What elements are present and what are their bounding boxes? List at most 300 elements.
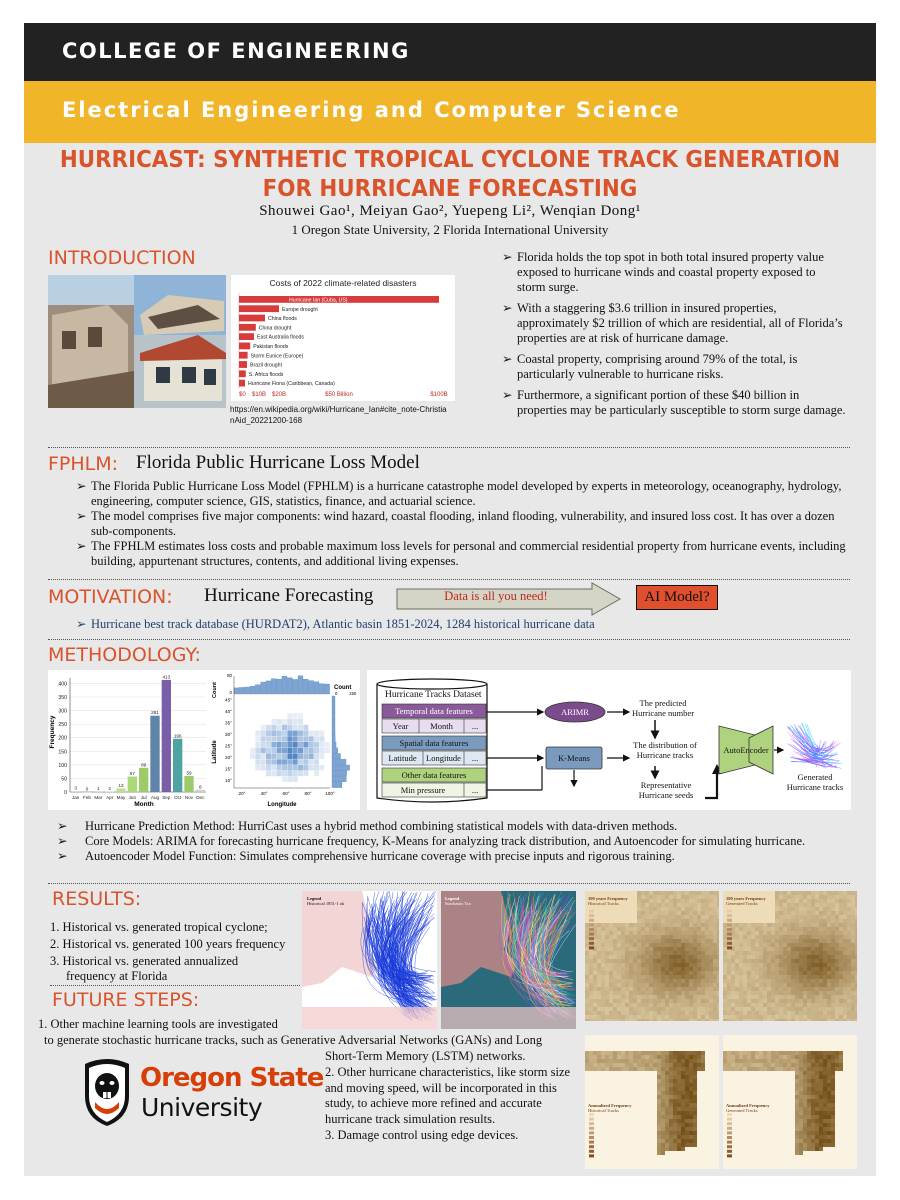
frequency-cell <box>681 1087 685 1091</box>
month-bar <box>128 777 137 792</box>
frequency-cell <box>835 915 839 919</box>
frequency-cell <box>705 895 709 899</box>
frequency-cell <box>645 951 649 955</box>
frequency-cell <box>811 1087 815 1091</box>
frequency-cell <box>617 1011 621 1015</box>
frequency-cell <box>751 955 755 959</box>
frequency-cell <box>609 955 613 959</box>
frequency-cell <box>617 919 621 923</box>
density-cell <box>298 731 303 736</box>
cost-bar-label: Europe drought <box>282 306 318 313</box>
frequency-cell <box>847 899 851 903</box>
frequency-cell <box>673 1119 677 1123</box>
frequency-cell <box>759 939 763 943</box>
frequency-cell <box>621 911 625 915</box>
density-cell <box>287 713 292 718</box>
frequency-cell <box>775 935 779 939</box>
marginal-x-bar <box>309 681 314 694</box>
frequency-cell <box>799 1019 803 1021</box>
frequency-cell <box>795 999 799 1003</box>
frequency-cell <box>673 1127 677 1131</box>
frequency-cell <box>661 1143 665 1147</box>
frequency-cell <box>819 935 823 939</box>
frequency-cell <box>629 1055 633 1059</box>
frequency-cell <box>739 931 743 935</box>
latlon-top-count-label: Count <box>212 682 218 698</box>
frequency-cell <box>823 1003 827 1007</box>
frequency-cell <box>767 955 771 959</box>
density-cell <box>293 771 298 776</box>
frequency-cell <box>717 947 719 951</box>
frequency-cell <box>625 1019 629 1021</box>
frequency-cell <box>835 1015 839 1019</box>
frequency-cell <box>779 919 783 923</box>
frequency-cell <box>617 1059 621 1063</box>
frequency-cell <box>609 959 613 963</box>
frequency-cell <box>795 1055 799 1059</box>
frequency-cell <box>717 931 719 935</box>
frequency-cell <box>799 1139 803 1143</box>
frequency-cell <box>657 1087 661 1091</box>
frequency-cell <box>751 911 755 915</box>
frequency-cell <box>597 983 601 987</box>
frequency-cell <box>657 1063 661 1067</box>
frequency-cell <box>697 1067 701 1071</box>
frequency-cell <box>803 1051 807 1055</box>
frequency-cell <box>661 1051 665 1055</box>
ai-model-box: AI Model? <box>636 585 718 610</box>
frequency-cell <box>791 891 795 895</box>
frequency-cell <box>807 939 811 943</box>
frequency-cell <box>803 1071 807 1075</box>
frequency-cell <box>681 1147 685 1151</box>
frequency-cell <box>827 995 831 999</box>
frequency-cell <box>779 907 783 911</box>
legend-swatch <box>589 923 594 926</box>
frequency-cell <box>795 951 799 955</box>
frequency-cell <box>795 907 799 911</box>
frequency-cell <box>669 1071 673 1075</box>
frequency-cell <box>759 1015 763 1019</box>
frequency-cell <box>697 899 701 903</box>
latlon-x-tick: 100° <box>325 791 335 796</box>
frequency-cell <box>751 991 755 995</box>
frequency-cell <box>605 943 609 947</box>
frequency-cell <box>827 1111 831 1115</box>
frequency-cell <box>597 923 601 927</box>
frequency-cell <box>709 983 713 987</box>
frequency-cell <box>649 947 653 951</box>
density-cell <box>298 754 303 759</box>
frequency-cell <box>763 947 767 951</box>
density-cell <box>309 731 314 736</box>
density-cell <box>271 719 276 724</box>
cost-bar-label: East Australia floods <box>257 334 305 341</box>
frequency-cell <box>735 891 739 895</box>
frequency-cell <box>803 943 807 947</box>
frequency-cell <box>653 975 657 979</box>
frequency-cell <box>585 1015 589 1019</box>
frequency-cell <box>657 927 661 931</box>
density-cell <box>314 748 319 753</box>
frequency-cell <box>689 939 693 943</box>
frequency-cell <box>681 983 685 987</box>
legend-swatch <box>589 1113 594 1116</box>
frequency-cell <box>637 1059 641 1063</box>
frequency-cell <box>693 947 697 951</box>
frequency-cell <box>839 903 843 907</box>
frequency-cell <box>713 995 717 999</box>
frequency-cell <box>783 915 787 919</box>
frequency-cell <box>689 951 693 955</box>
frequency-cell <box>613 891 617 895</box>
frequency-cell <box>823 939 827 943</box>
frequency-cell <box>835 1051 839 1055</box>
frequency-cell <box>847 931 851 935</box>
frequency-cell <box>709 987 713 991</box>
frequency-cell <box>759 1019 763 1021</box>
frequency-cell <box>645 1055 649 1059</box>
frequency-cell <box>613 919 617 923</box>
density-cell <box>319 754 324 759</box>
frequency-cell <box>673 891 677 895</box>
frequency-cell <box>665 1063 669 1067</box>
frequency-cell <box>613 923 617 927</box>
frequency-cell <box>649 1003 653 1007</box>
frequency-cell <box>767 903 771 907</box>
frequency-cell <box>633 1007 637 1011</box>
predicted-label: The predicted Hurricane number <box>631 698 695 718</box>
frequency-cell <box>779 1007 783 1011</box>
frequency-cell <box>713 979 717 983</box>
frequency-cell <box>823 903 827 907</box>
frequency-cell <box>831 927 835 931</box>
frequency-cell <box>827 955 831 959</box>
frequency-cell <box>787 919 791 923</box>
frequency-cell <box>771 947 775 951</box>
frequency-cell <box>677 1007 681 1011</box>
frequency-cell <box>811 1063 815 1067</box>
frequency-cell <box>731 963 735 967</box>
arrow-bullet-icon: ➢ <box>502 301 513 315</box>
frequency-cell <box>827 979 831 983</box>
frequency-cell <box>815 927 819 931</box>
density-cell <box>255 748 260 753</box>
legend-swatch <box>727 923 732 926</box>
frequency-cell <box>685 923 689 927</box>
frequency-cell <box>783 983 787 987</box>
frequency-cell <box>807 1067 811 1071</box>
frequency-cell <box>855 979 857 983</box>
frequency-cell <box>617 999 621 1003</box>
frequency-cell <box>831 947 835 951</box>
frequency-cell <box>723 1003 727 1007</box>
frequency-cell <box>637 995 641 999</box>
frequency-cell <box>617 955 621 959</box>
frequency-cell <box>645 1015 649 1019</box>
map-label <box>726 896 766 906</box>
frequency-cell <box>847 983 851 987</box>
frequency-cell <box>621 987 625 991</box>
frequency-cell <box>763 931 767 935</box>
frequency-cell <box>723 1011 727 1015</box>
frequency-cell <box>689 1103 693 1107</box>
frequency-cell <box>645 983 649 987</box>
frequency-cell <box>657 947 661 951</box>
frequency-cell <box>723 967 727 971</box>
frequency-cell <box>747 1055 751 1059</box>
frequency-cell <box>657 975 661 979</box>
frequency-cell <box>803 1127 807 1131</box>
frequency-cell <box>685 1087 689 1091</box>
frequency-cell <box>645 915 649 919</box>
frequency-cell <box>803 1147 807 1151</box>
frequency-cell <box>621 1007 625 1011</box>
frequency-cell <box>851 907 855 911</box>
frequency-cell <box>641 895 645 899</box>
frequency-cell <box>681 1059 685 1063</box>
frequency-cell <box>791 987 795 991</box>
frequency-cell <box>693 1139 697 1143</box>
representative-label: Representative Hurricane seeds <box>638 780 694 800</box>
frequency-cell <box>657 999 661 1003</box>
frequency-cell <box>617 983 621 987</box>
frequency-cell <box>593 983 597 987</box>
frequency-cell <box>677 947 681 951</box>
frequency-cell <box>843 1003 847 1007</box>
frequency-cell <box>791 943 795 947</box>
poster <box>24 23 876 1176</box>
frequency-cell <box>803 1067 807 1071</box>
frequency-cell <box>709 979 713 983</box>
map-label <box>588 896 628 906</box>
frequency-cell <box>811 1071 815 1075</box>
frequency-cell <box>613 907 617 911</box>
frequency-cell <box>697 991 701 995</box>
frequency-cell <box>763 983 767 987</box>
month-category-label: Aug <box>150 795 160 800</box>
frequency-cell <box>613 1067 617 1071</box>
frequency-cell <box>681 951 685 955</box>
frequency-cell <box>709 927 713 931</box>
frequency-cell <box>795 1119 799 1123</box>
frequency-cell <box>677 935 681 939</box>
frequency-cell <box>835 907 839 911</box>
frequency-cell <box>831 1115 835 1119</box>
frequency-cell <box>645 1007 649 1011</box>
frequency-cell <box>661 1119 665 1123</box>
frequency-cell <box>803 1095 807 1099</box>
frequency-cell <box>831 995 835 999</box>
frequency-cell <box>823 915 827 919</box>
frequency-cell <box>731 1003 735 1007</box>
frequency-cell <box>585 1019 589 1021</box>
frequency-cell <box>689 1111 693 1115</box>
frequency-cell <box>645 975 649 979</box>
frequency-cell <box>759 1059 763 1063</box>
frequency-cell <box>767 1067 771 1071</box>
frequency-cell <box>685 907 689 911</box>
frequency-cell <box>855 983 857 987</box>
frequency-cell <box>685 979 689 983</box>
frequency-cell <box>855 971 857 975</box>
frequency-cell <box>823 1143 827 1147</box>
frequency-cell <box>645 971 649 975</box>
frequency-cell <box>641 1067 645 1071</box>
frequency-cell <box>717 979 719 983</box>
frequency-cell <box>735 979 739 983</box>
future-item-1: 1. Other machine learning tools are investigated <box>38 1017 278 1031</box>
frequency-cell <box>823 1099 827 1103</box>
frequency-cell <box>791 951 795 955</box>
frequency-cell <box>799 931 803 935</box>
frequency-cell <box>835 903 839 907</box>
frequency-cell <box>705 995 709 999</box>
frequency-cell <box>625 935 629 939</box>
frequency-cell <box>601 923 605 927</box>
frequency-cell <box>739 911 743 915</box>
density-cell <box>250 748 255 753</box>
frequency-cell <box>815 1019 819 1021</box>
frequency-cell <box>767 1051 771 1055</box>
frequency-cell <box>743 1063 747 1067</box>
frequency-cell <box>795 963 799 967</box>
frequency-cell <box>795 927 799 931</box>
frequency-cell <box>673 991 677 995</box>
frequency-cell <box>673 927 677 931</box>
frequency-cell <box>689 995 693 999</box>
frequency-cell <box>855 967 857 971</box>
frequency-cell <box>839 899 843 903</box>
frequency-cell <box>657 1095 661 1099</box>
frequency-cell <box>815 923 819 927</box>
frequency-cell <box>823 943 827 947</box>
frequency-cell <box>735 923 739 927</box>
frequency-cell <box>795 983 799 987</box>
frequency-cell <box>751 1055 755 1059</box>
frequency-cell <box>775 927 779 931</box>
frequency-cell <box>689 1055 693 1059</box>
frequency-cell <box>597 927 601 931</box>
frequency-cell <box>819 1079 823 1083</box>
frequency-cell <box>693 899 697 903</box>
frequency-cell <box>689 1123 693 1127</box>
frequency-cell <box>677 999 681 1003</box>
frequency-cell <box>843 1015 847 1019</box>
frequency-cell <box>609 995 613 999</box>
frequency-cell <box>823 1123 827 1127</box>
frequency-cell <box>791 927 795 931</box>
frequency-cell <box>665 947 669 951</box>
frequency-cell <box>799 939 803 943</box>
legend-swatch <box>589 910 594 913</box>
frequency-cell <box>779 927 783 931</box>
frequency-cell <box>795 915 799 919</box>
frequency-cell <box>779 983 783 987</box>
frequency-cell <box>601 1055 605 1059</box>
frequency-cell <box>673 947 677 951</box>
frequency-cell <box>641 995 645 999</box>
frequency-cell <box>751 1011 755 1015</box>
frequency-cell <box>831 979 835 983</box>
frequency-cell <box>585 1063 589 1067</box>
frequency-cell <box>843 911 847 915</box>
frequency-cell <box>811 991 815 995</box>
frequency-cell <box>661 903 665 907</box>
frequency-cell <box>657 923 661 927</box>
frequency-cell <box>593 971 597 975</box>
frequency-cell <box>641 899 645 903</box>
temporal-more: ... <box>471 721 479 731</box>
frequency-cell <box>759 927 763 931</box>
frequency-cell <box>759 955 763 959</box>
density-cell <box>277 731 282 736</box>
frequency-cell <box>751 1059 755 1063</box>
frequency-cell <box>713 911 717 915</box>
frequency-cell <box>779 967 783 971</box>
frequency-cell <box>835 1063 839 1067</box>
frequency-cell <box>815 1127 819 1131</box>
frequency-cell <box>835 999 839 1003</box>
frequency-cell <box>831 1079 835 1083</box>
frequency-cell <box>855 931 857 935</box>
frequency-cell <box>613 959 617 963</box>
map-label <box>445 896 471 906</box>
frequency-cell <box>693 943 697 947</box>
frequency-cell <box>701 959 705 963</box>
frequency-cell <box>601 963 605 967</box>
frequency-cell <box>811 1147 815 1151</box>
frequency-cell <box>657 1123 661 1127</box>
frequency-cell <box>705 975 709 979</box>
marginal-y-bar <box>332 748 338 753</box>
frequency-cell <box>827 1127 831 1131</box>
density-cell <box>298 719 303 724</box>
frequency-cell <box>843 967 847 971</box>
frequency-cell <box>621 919 625 923</box>
marginal-x-bar <box>245 687 250 694</box>
frequency-cell <box>609 987 613 991</box>
frequency-cell <box>767 983 771 987</box>
density-cell <box>309 742 314 747</box>
frequency-cell <box>803 995 807 999</box>
frequency-cell <box>609 915 613 919</box>
frequency-cell <box>657 1091 661 1095</box>
arrow-bullet-icon: ➢ <box>502 352 513 366</box>
frequency-cell <box>673 999 677 1003</box>
frequency-cell <box>799 983 803 987</box>
frequency-cell <box>819 955 823 959</box>
frequency-cell <box>767 979 771 983</box>
frequency-cell <box>823 979 827 983</box>
frequency-cell <box>811 955 815 959</box>
frequency-cell <box>601 959 605 963</box>
frequency-cell <box>811 931 815 935</box>
frequency-cell <box>799 1119 803 1123</box>
frequency-cell <box>855 959 857 963</box>
frequency-cell <box>767 987 771 991</box>
frequency-cell <box>783 1059 787 1063</box>
fphlm-heading: FPHLM: <box>48 453 119 475</box>
frequency-cell <box>613 983 617 987</box>
frequency-cell <box>847 927 851 931</box>
frequency-cell <box>617 987 621 991</box>
frequency-cell <box>835 899 839 903</box>
kmeans-label: K-Means <box>558 753 590 763</box>
frequency-cell <box>637 923 641 927</box>
frequency-cell <box>767 923 771 927</box>
frequency-cell <box>743 1003 747 1007</box>
